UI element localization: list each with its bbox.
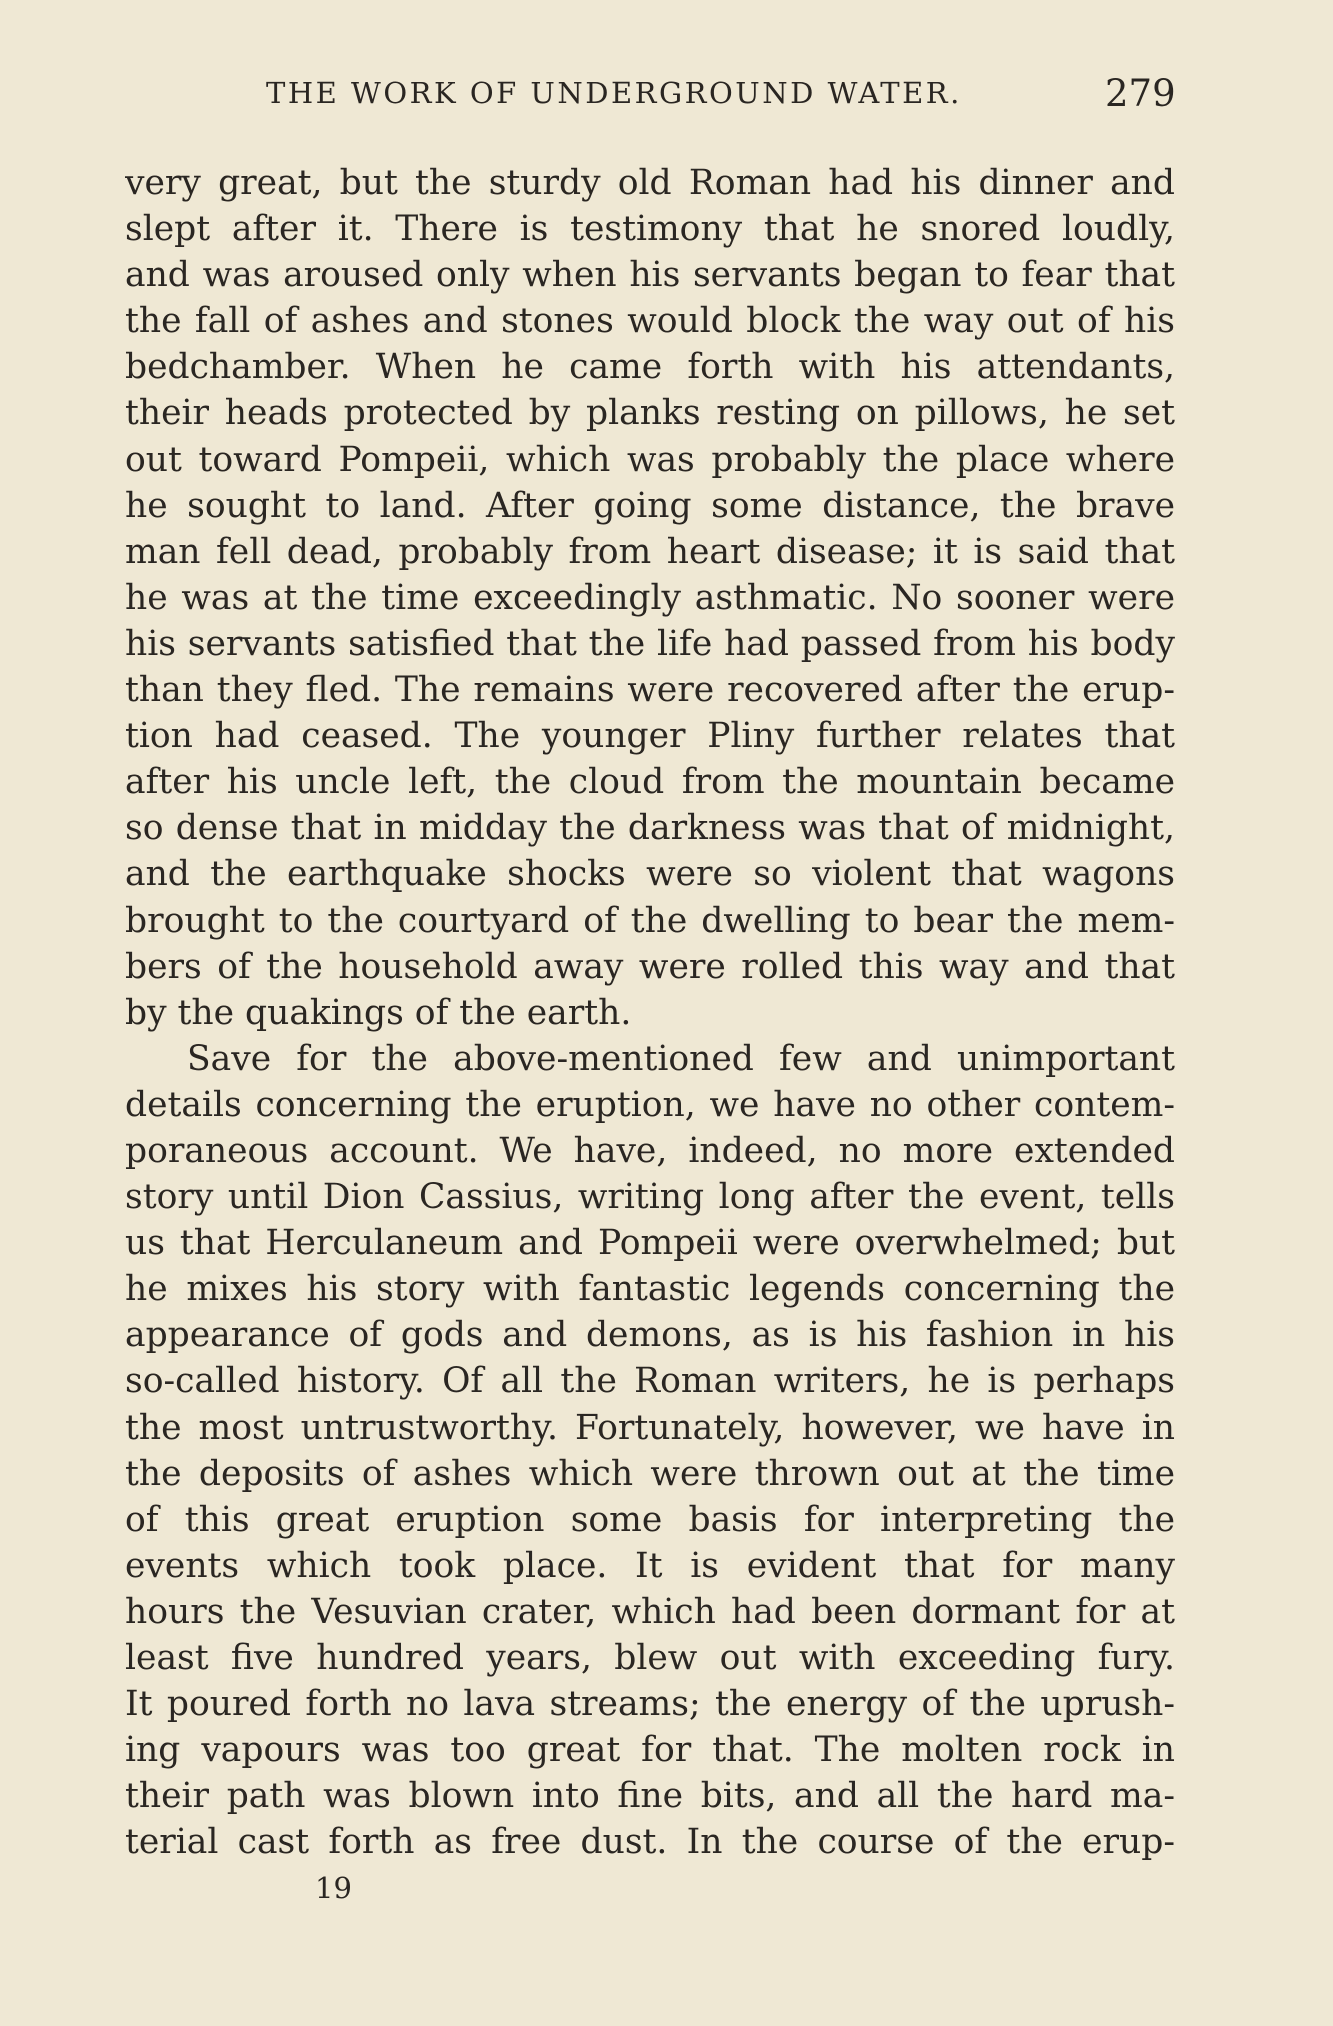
text-line: he sought to land. After going some distance, the brave [125,485,1175,526]
text-line: he mixes his story with fantastic legends concerning the [125,1269,1175,1310]
text-line: bedchamber. When he came forth with his attendants, [125,347,1175,388]
page-number: 279 [1105,72,1176,115]
text-line: details concerning the eruption, we have no other contem- [125,1084,1175,1125]
text-line: brought to the courtyard of the dwelling to bear the mem- [125,900,1175,941]
text-line: of this great eruption some basis for interpreting the [125,1499,1175,1540]
text-line: events which took place. It is evident that for many [125,1545,1175,1586]
body-text [125,160,1175,1865]
text-line: after his uncle left, the cloud from the mountain became [125,762,1175,803]
text-line: man fell dead, probably from heart disease; it is said that [125,531,1175,572]
text-line: the deposits of ashes which were thrown out at the time [125,1453,1175,1494]
text-line: his servants satisfied that the life had passed from his body [125,623,1175,664]
text-line: tion had ceased. The younger Pliny further relates that [125,716,1175,757]
text-line: out toward Pompeii, which was probably the place where [125,439,1175,480]
text-line: Save for the above-mentioned few and unimportant [187,1038,1175,1079]
text-line: slept after it. There is testimony that he snored loudly, [125,209,1175,250]
text-line: It poured forth no lava streams; the energy of the uprush- [125,1684,1175,1725]
text-line: so dense that in midday the darkness was that of midnight, [125,808,1175,849]
text-line: than they fled. The remains were recovered after the erup- [125,670,1175,711]
text-line: the most untrustworthy. Fortunately, however, we have in [125,1407,1175,1448]
text-line: he was at the time exceedingly asthmatic. No sooner were [125,577,1175,618]
text-line: story until Dion Cassius, writing long after the event, tells [125,1177,1175,1218]
text-line: and the earthquake shocks were so violent that wagons [125,854,1175,895]
text-line: their path was blown into fine bits, and all the hard ma- [125,1776,1175,1817]
text-line: poraneous account. We have, indeed, no more extended [125,1130,1175,1171]
signature-mark: 19 [315,1871,352,1905]
text-line: their heads protected by planks resting on pillows, he set [125,393,1175,434]
text-line: appearance of gods and demons, as is his fashion in his [125,1315,1175,1356]
text-line: and was aroused only when his servants began to fear that [125,255,1175,296]
text-line: bers of the household away were rolled this way and that [125,946,1175,987]
running-title: THE WORK OF UNDERGROUND WATER. [266,76,962,110]
text-line: very great, but the sturdy old Roman had his dinner and [125,163,1175,203]
text-line: the fall of ashes and stones would block the way out of his [125,301,1175,342]
text-line: us that Herculaneum and Pompeii were overwhelmed; but [125,1223,1175,1264]
text-line: least five hundred years, blew out with exceeding fury. [125,1638,1175,1678]
text-line: so-called history. Of all the Roman writers, he is perhaps [125,1361,1175,1402]
text-line: ing vapours was too great for that. The molten rock in [125,1730,1175,1771]
text-line: terial cast forth as free dust. In the course of the erup- [125,1822,1175,1863]
text-line: by the quakings of the earth. [125,992,632,1033]
text-line: hours the Vesuvian crater, which had been dormant for at [125,1591,1175,1632]
